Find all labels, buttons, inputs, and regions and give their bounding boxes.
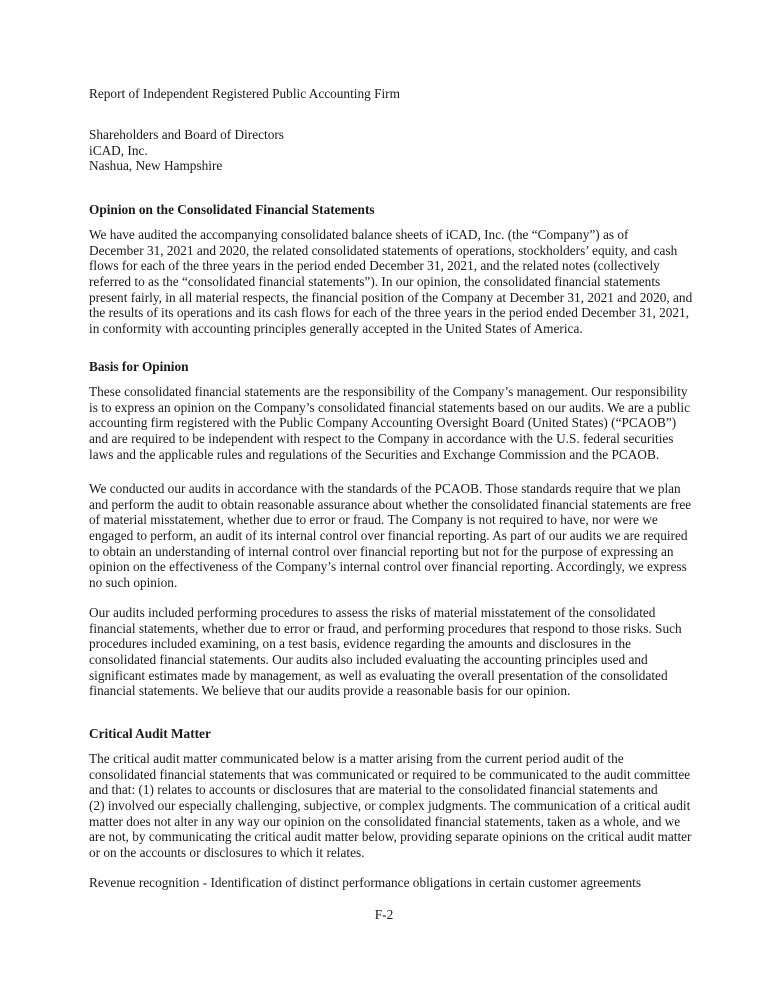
paragraph-opinion xyxy=(89,227,692,337)
text-line: and perform the audit to obtain reasonable assurance about whether the consolidated financial statements are free xyxy=(89,496,692,512)
text-line: is to express an opinion on the Company’s consolidated financial statements based on our audits. We are a public xyxy=(89,399,690,415)
text-line: financial statements. We believe that our audits provide a reasonable basis for our opinion. xyxy=(89,683,571,699)
text-line: Our audits included performing procedures to assess the risks of material misstatement of the consolidated xyxy=(89,605,656,620)
paragraph-basis-1 xyxy=(89,384,690,462)
text-line: present fairly, in all material respects, the financial position of the Company at December 31, 2021 and 2020, and xyxy=(89,289,693,305)
subheading-revenue-recognition xyxy=(89,875,641,891)
text-line: of material misstatement, whether due to error or fraud. The Company is not required to have, nor were we xyxy=(89,512,658,528)
text-line: The critical audit matter communicated below is a matter arising from the current period audit of the xyxy=(89,751,624,766)
text-line: and that: (1) relates to accounts or disclosures that are material to the consolidated financial statements and xyxy=(89,782,658,798)
text-line: These consolidated financial statements are the responsibility of the Company’s management. Our responsibility xyxy=(89,384,688,399)
addressee-line: Shareholders and Board of Directors xyxy=(89,127,284,142)
report-title: Report of Independent Registered Public Accounting Firm xyxy=(89,86,400,101)
text-line: (2) involved our especially challenging, subjective, or complex judgments. The communication of a critical audit xyxy=(89,797,691,813)
text-line: and are required to be independent with respect to the Company in accordance with the U.S. federal securities xyxy=(89,430,674,446)
text-line: in conformity with accounting principles generally accepted in the United States of America. xyxy=(89,320,583,336)
section-heading-opinion: Opinion on the Consolidated Financial Statements xyxy=(89,202,375,217)
text-line: matter does not alter in any way our opinion on the consolidated financial statements, taken as a whole, and we xyxy=(89,813,681,829)
text-line: flows for each of the three years in the period ended December 31, 2021, and the related notes (collectively xyxy=(89,258,660,274)
section-heading-basis: Basis for Opinion xyxy=(89,359,189,374)
addressee-block xyxy=(89,127,284,174)
text-line: financial statements, whether due to error or fraud, and performing procedures that respond to those risks. Such xyxy=(89,620,682,636)
text-line: procedures included examining, on a test basis, evidence regarding the amounts and disclosures in the xyxy=(89,636,632,652)
paragraph-critical-audit-matter xyxy=(89,751,691,861)
text-line: We conducted our audits in accordance with the standards of the PCAOB. Those standards require that we plan xyxy=(89,481,681,496)
text-line: referred to as the “consolidated financial statements”). In our opinion, the consolidated financial statements xyxy=(89,273,661,289)
page-number: F-2 xyxy=(374,907,394,922)
text-line: Revenue recognition - Identification of distinct performance obligations in certain customer agreements xyxy=(89,875,641,890)
addressee-line: iCAD, Inc. xyxy=(89,142,148,158)
text-line: no such opinion. xyxy=(89,574,178,590)
text-line: the results of its operations and its cash flows for each of the three years in the period ended December 31, 2021, xyxy=(89,305,690,321)
text-line: to obtain an understanding of internal control over financial reporting but not for the purpose of expressing an xyxy=(89,543,674,559)
text-line: opinion on the effectiveness of the Company’s internal control over financial reporting. Accordingly, we express xyxy=(89,559,687,575)
text-line: significant estimates made by management, as well as evaluating the overall presentation of the consolidated xyxy=(89,667,668,683)
section-heading-critical-audit-matter: Critical Audit Matter xyxy=(89,726,211,741)
text-line: engaged to perform, an audit of its internal control over financial reporting. As part of our audits we are required xyxy=(89,527,688,543)
text-line: laws and the applicable rules and regulations of the Securities and Exchange Commission and the PCAOB. xyxy=(89,446,660,462)
text-line: consolidated financial statements. Our audits also included evaluating the accounting principles used and xyxy=(89,651,648,667)
text-line: We have audited the accompanying consolidated balance sheets of iCAD, Inc. (the “Company”) as of xyxy=(89,227,629,242)
paragraph-basis-3 xyxy=(89,605,682,699)
text-line: consolidated financial statements that was communicated or required to be communicated to the audit committee xyxy=(89,766,691,782)
addressee-line: Nashua, New Hampshire xyxy=(89,158,223,174)
paragraph-basis-2 xyxy=(89,481,691,591)
text-line: accounting firm registered with the Public Company Accounting Oversight Board (United States) (“PCAOB”) xyxy=(89,415,677,431)
text-line: December 31, 2021 and 2020, the related consolidated statements of operations, stockholders’ equity, and cash xyxy=(89,242,678,258)
text-line: or on the accounts or disclosures to which it relates. xyxy=(89,844,365,860)
text-line: are not, by communicating the critical audit matter below, providing separate opinions on the critical audit matter xyxy=(89,829,692,845)
